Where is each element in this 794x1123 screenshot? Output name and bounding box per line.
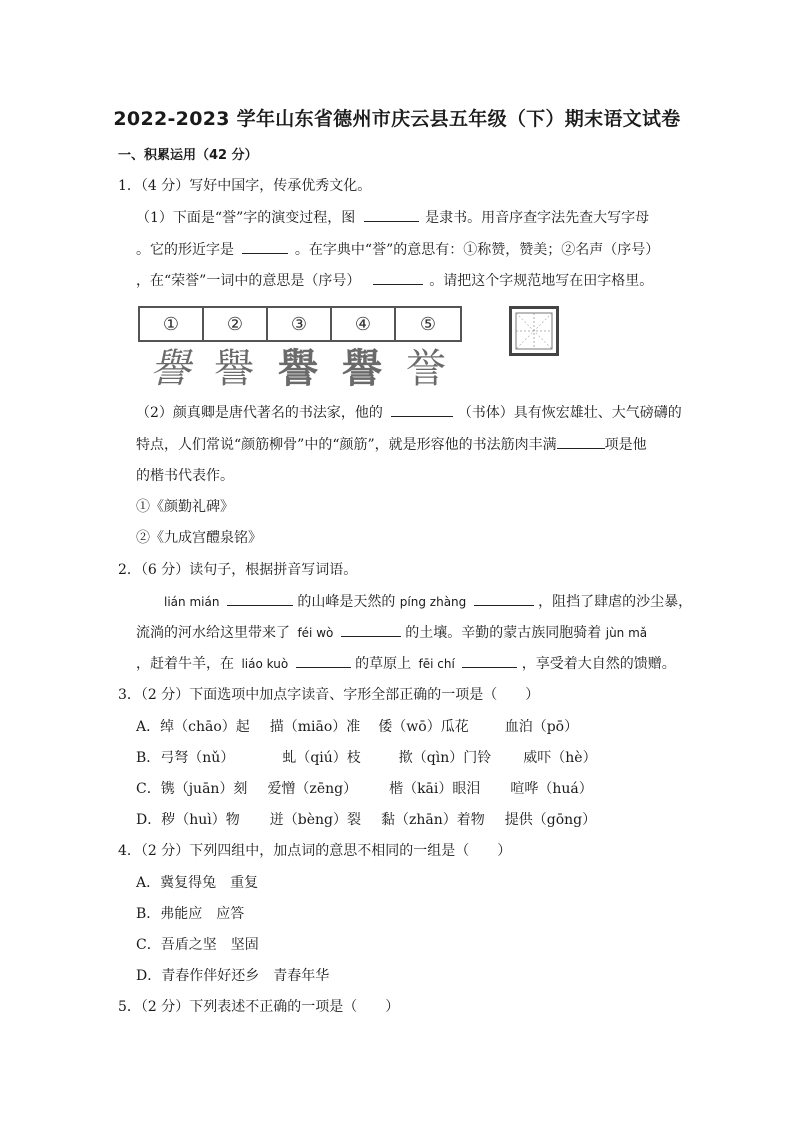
character-evolution-figure	[138, 306, 463, 392]
answer-blank[interactable]	[296, 655, 351, 668]
seal-script-glyph: 譽	[150, 345, 190, 392]
item: 倭（wō）瓜花	[378, 719, 469, 735]
text: 特点，人们常说“颜筋柳骨”中的“颜筋”，就是形容他的书法筋肉丰满	[136, 437, 557, 453]
text: 是隶书。用音序查字法先查大写字母	[425, 210, 650, 226]
q2-line3	[136, 655, 676, 673]
pinyin: liáo kuò	[241, 657, 289, 671]
choice-A[interactable]	[136, 718, 578, 736]
item: 爱憎（zēng）	[267, 781, 358, 797]
pinyin: féi wò	[297, 626, 334, 640]
figure-label: ①	[140, 308, 204, 340]
item: 血泊（pō）	[504, 719, 579, 735]
item: 描（miāo）准	[269, 719, 361, 735]
text: ，赶着牛羊，在	[136, 656, 234, 672]
text: 流淌的河水给这里带来了	[136, 625, 290, 641]
item: A．绰（chāo）起	[136, 719, 250, 735]
pinyin: píng zhàng	[399, 595, 467, 609]
text: 的山峰是天然的	[297, 594, 396, 610]
item: D．秽（huì）物	[136, 812, 240, 828]
choice-B[interactable]: B．弗能应 应答	[136, 906, 245, 922]
text: 。它的形近字是	[136, 242, 234, 258]
option-2: ②《九成宫醴泉铭》	[136, 530, 262, 546]
pinyin: lián mián	[164, 595, 220, 609]
answer-blank[interactable]	[474, 593, 534, 606]
text: 的土壤。辛勤的蒙古族同胞骑着	[405, 625, 602, 641]
choice-C[interactable]: C．吾盾之坚 坚固	[136, 937, 259, 953]
answer-blank[interactable]	[364, 209, 419, 222]
answer-blank[interactable]	[462, 655, 517, 668]
regular-script-glyph: 譽	[342, 344, 382, 392]
figure-label: ③	[268, 308, 332, 340]
choice-B[interactable]	[136, 749, 597, 767]
question-5-heading: 5．（2 分）下列表述不正确的一项是（ ）	[118, 999, 400, 1015]
item: B．弓弩（nǔ）	[136, 750, 235, 766]
item: 揿（qìn）门铃	[398, 750, 492, 766]
pinyin: fēi chí	[418, 657, 455, 671]
figure-label: ⑤	[419, 313, 437, 335]
choice-C[interactable]	[136, 780, 593, 798]
clerical-script-glyph: 譽	[278, 344, 318, 392]
item: 黏（zhān）着物	[380, 812, 485, 828]
simplified-glyph: 誉	[406, 345, 446, 392]
q1-part1-line1	[136, 209, 649, 227]
item: 提供（gōng）	[504, 812, 597, 828]
option-1: ①《颜勤礼碑》	[136, 499, 234, 515]
question-4-heading: 4．（2 分）下列四组中，加点词的意思不相同的一组是（ ）	[118, 843, 512, 859]
tian-zi-ge-grid[interactable]	[509, 306, 559, 356]
text: 的草原上	[355, 656, 412, 672]
choice-D[interactable]	[136, 811, 596, 829]
figure-label: ④	[332, 308, 396, 340]
item: C．镌（juān）刻	[136, 781, 248, 797]
page-title: 2022-2023 学年山东省德州市庆云县五年级（下）期末语文试卷	[113, 108, 681, 130]
section-heading: 一、积累运用（42 分）	[118, 148, 258, 163]
answer-blank[interactable]	[227, 593, 293, 606]
answer-blank[interactable]	[242, 241, 288, 254]
item: 迸（bèng）裂	[269, 812, 361, 828]
answer-blank[interactable]	[341, 624, 401, 637]
answer-blank[interactable]	[557, 436, 605, 449]
q2-line2	[136, 624, 647, 642]
item: 威吓（hè）	[523, 750, 597, 766]
answer-blank[interactable]	[373, 272, 423, 285]
text: ，阻挡了肆虐的沙尘暴，	[538, 594, 693, 610]
glyph-row	[138, 342, 463, 392]
item: 楷（kāi）眼泪	[389, 781, 481, 797]
q1-part1-line3	[136, 272, 653, 290]
item: 虬（qiú）枝	[282, 750, 361, 766]
text: 。请把这个字规范地写在田字格里。	[429, 273, 654, 289]
q2-line1	[164, 593, 692, 611]
item: 喧哗（huá）	[510, 781, 593, 797]
question-3-heading: 3．（2 分）下面选项中加点字读音、字形全部正确的一项是（ ）	[118, 687, 540, 703]
answer-blank[interactable]	[391, 404, 453, 417]
q1-part1-line2	[136, 241, 659, 259]
question-1-heading: 1．（4 分）写好中国字，传承优秀文化。	[118, 178, 372, 194]
pinyin: jùn mǎ	[605, 626, 648, 640]
q1-part2-line2	[136, 436, 647, 454]
text: （2）颜真卿是唐代著名的书法家，他的	[136, 405, 383, 421]
question-2-heading: 2．（6 分）读句子，根据拼音写词语。	[118, 562, 358, 578]
text: 项是他	[604, 437, 647, 453]
text: ，享受着大自然的馈赠。	[521, 656, 676, 672]
figure-label: ②	[204, 308, 268, 340]
choice-A[interactable]: A．冀复得兔 重复	[136, 875, 259, 891]
choice-D[interactable]: D．青春作伴好还乡 青春年华	[136, 968, 330, 984]
text: （1）下面是“誉”字的演变过程，图	[136, 210, 356, 226]
text: ，在“荣誉”一词中的意思是（序号）	[136, 273, 361, 289]
large-seal-glyph: 譽	[214, 345, 254, 392]
q1-part2-line3: 的楷书代表作。	[136, 468, 234, 484]
text: （书体）具有恢宏雄壮、大气磅礴的	[457, 405, 682, 421]
q1-part2-line1	[136, 404, 682, 422]
text: 。在字典中“誉”的意思有：①称赞，赞美；②名声（序号）	[294, 242, 660, 258]
